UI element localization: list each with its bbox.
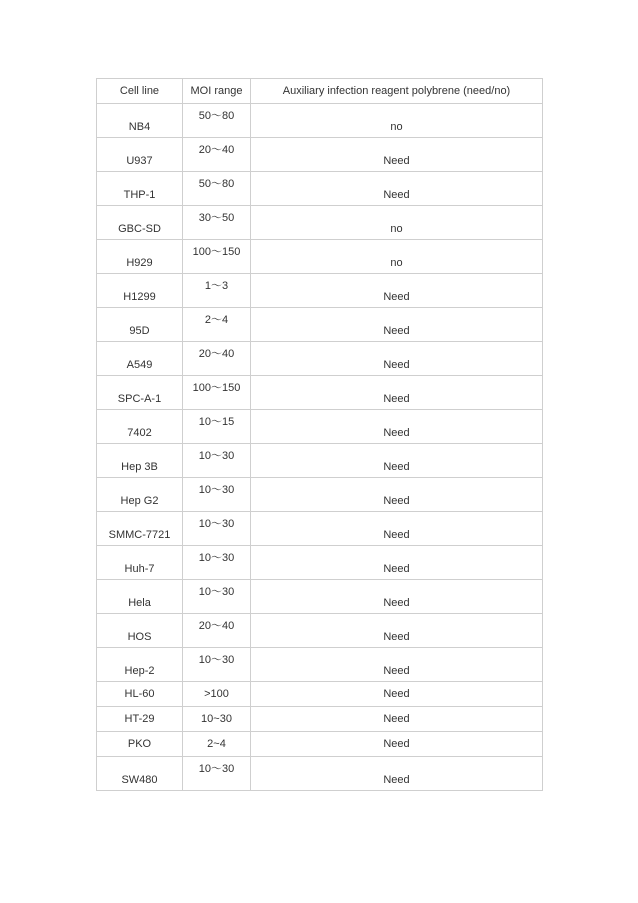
- reagent-cell: [251, 444, 543, 478]
- moi-cell: [183, 308, 251, 342]
- reagent-cell: [251, 757, 543, 791]
- reagent-cell: [251, 104, 543, 138]
- table-row: [97, 648, 543, 682]
- table-row: [97, 308, 543, 342]
- cell-line-cell: [97, 707, 183, 732]
- cell-line-value: THP-1: [123, 188, 156, 201]
- reagent-value: Need: [383, 392, 410, 405]
- reagent-cell: [251, 138, 543, 172]
- cell-line-cell: [97, 757, 183, 791]
- moi-cell: [183, 757, 251, 791]
- table-row: [97, 342, 543, 376]
- cell-line-value: PKO: [127, 738, 152, 750]
- cell-line-value: H929: [126, 256, 153, 269]
- cell-line-value: H1299: [123, 290, 156, 303]
- moi-cell: [183, 546, 251, 580]
- moi-cell: [183, 274, 251, 308]
- reagent-cell: [251, 240, 543, 274]
- moi-value: 20～40: [198, 347, 235, 360]
- moi-value: 10～30: [198, 483, 235, 496]
- moi-cell: [183, 732, 251, 757]
- cell-line-cell: [97, 444, 183, 478]
- cell-line-value: A549: [126, 358, 153, 371]
- reagent-value: Need: [383, 664, 410, 677]
- cell-line-value: Hela: [128, 596, 151, 609]
- table-row: [97, 707, 543, 732]
- header-cell-line: Cell line: [97, 79, 183, 104]
- reagent-cell: [251, 376, 543, 410]
- reagent-cell: [251, 546, 543, 580]
- reagent-value: no: [390, 120, 403, 133]
- cell-line-moi-table: [96, 78, 543, 791]
- reagent-value: Need: [383, 188, 410, 201]
- moi-cell: [183, 512, 251, 546]
- moi-value: 10～30: [198, 449, 235, 462]
- cell-line-value: SMMC-7721: [108, 528, 171, 541]
- table-row: [97, 138, 543, 172]
- table-row: [97, 274, 543, 308]
- reagent-cell: [251, 410, 543, 444]
- cell-line-cell: [97, 342, 183, 376]
- reagent-cell: [251, 172, 543, 206]
- moi-cell: [183, 342, 251, 376]
- moi-cell: [183, 580, 251, 614]
- reagent-value: Need: [383, 290, 410, 303]
- reagent-cell: [251, 707, 543, 732]
- table-row: [97, 546, 543, 580]
- reagent-cell: [251, 580, 543, 614]
- moi-cell: [183, 104, 251, 138]
- moi-value: 10～30: [198, 762, 235, 775]
- moi-value: 10～15: [198, 415, 235, 428]
- moi-value: 50～80: [198, 109, 235, 122]
- cell-line-cell: [97, 614, 183, 648]
- cell-line-value: Hep G2: [120, 494, 159, 507]
- table-body: [97, 104, 543, 791]
- reagent-value: Need: [383, 713, 410, 725]
- header-reagent: Auxiliary infection reagent polybrene (need/no): [251, 79, 543, 104]
- reagent-cell: [251, 648, 543, 682]
- reagent-value: Need: [383, 358, 410, 371]
- cell-line-cell: [97, 410, 183, 444]
- moi-cell: [183, 478, 251, 512]
- reagent-value: Need: [383, 630, 410, 643]
- cell-line-cell: [97, 512, 183, 546]
- reagent-value: Need: [383, 562, 410, 575]
- cell-line-value: SW480: [121, 773, 158, 786]
- reagent-cell: [251, 342, 543, 376]
- reagent-value: no: [390, 222, 403, 235]
- cell-line-value: 95D: [129, 324, 150, 337]
- table-row: [97, 410, 543, 444]
- cell-line-value: SPC-A-1: [117, 392, 162, 405]
- cell-line-value: NB4: [128, 120, 151, 133]
- cell-line-value: HT-29: [124, 713, 155, 725]
- cell-line-cell: [97, 308, 183, 342]
- reagent-cell: [251, 512, 543, 546]
- table-row: [97, 376, 543, 410]
- cell-line-cell: [97, 580, 183, 614]
- moi-cell: [183, 444, 251, 478]
- moi-value: 10～30: [198, 517, 235, 530]
- table-row: [97, 206, 543, 240]
- moi-value: 10～30: [198, 653, 235, 666]
- table-row: [97, 240, 543, 274]
- moi-value: 20～40: [198, 619, 235, 632]
- moi-value: 50～80: [198, 177, 235, 190]
- moi-value: 100～150: [192, 245, 241, 258]
- table-header: [97, 79, 543, 104]
- cell-line-cell: [97, 240, 183, 274]
- table-row: [97, 732, 543, 757]
- cell-line-cell: [97, 138, 183, 172]
- table-row: [97, 172, 543, 206]
- moi-cell: [183, 138, 251, 172]
- cell-line-value: GBC-SD: [118, 222, 161, 235]
- moi-value: 100～150: [192, 381, 241, 394]
- moi-cell: [183, 376, 251, 410]
- table-row: [97, 104, 543, 138]
- reagent-cell: [251, 308, 543, 342]
- reagent-value: Need: [383, 596, 410, 609]
- cell-line-value: U937: [126, 154, 153, 167]
- reagent-cell: [251, 478, 543, 512]
- table-row: [97, 580, 543, 614]
- cell-line-value: 7402: [127, 426, 152, 439]
- moi-value: >100: [204, 688, 229, 700]
- moi-cell: [183, 614, 251, 648]
- moi-cell: [183, 648, 251, 682]
- moi-cell: [183, 240, 251, 274]
- moi-value: 2~4: [207, 738, 226, 750]
- cell-line-cell: [97, 546, 183, 580]
- moi-value: 10~30: [201, 713, 232, 725]
- table-row: [97, 757, 543, 791]
- reagent-value: Need: [383, 426, 410, 439]
- cell-line-value: Huh-7: [124, 562, 155, 575]
- moi-value: 10～30: [198, 585, 235, 598]
- reagent-cell: [251, 274, 543, 308]
- table-row: [97, 614, 543, 648]
- header-row: [97, 79, 543, 104]
- cell-line-cell: [97, 732, 183, 757]
- cell-line-cell: [97, 682, 183, 707]
- table-row: [97, 682, 543, 707]
- cell-line-cell: [97, 376, 183, 410]
- moi-value: 10～30: [198, 551, 235, 564]
- reagent-value: Need: [383, 494, 410, 507]
- cell-line-value: Hep-2: [124, 664, 155, 677]
- cell-line-cell: [97, 104, 183, 138]
- reagent-value: Need: [383, 460, 410, 473]
- reagent-cell: [251, 614, 543, 648]
- reagent-value: no: [390, 256, 403, 269]
- reagent-cell: [251, 206, 543, 240]
- header-moi-range: MOI range: [183, 79, 251, 104]
- moi-cell: [183, 172, 251, 206]
- reagent-value: Need: [383, 773, 410, 786]
- cell-line-value: Hep 3B: [121, 460, 158, 473]
- cell-line-cell: [97, 206, 183, 240]
- moi-cell: [183, 707, 251, 732]
- table-row: [97, 478, 543, 512]
- moi-value: 20～40: [198, 143, 235, 156]
- moi-value: 30～50: [198, 211, 235, 224]
- moi-value: 2～4: [204, 313, 229, 326]
- cell-line-value: HOS: [127, 630, 152, 643]
- moi-value: 1～3: [204, 279, 229, 292]
- reagent-value: Need: [383, 688, 410, 700]
- table-row: [97, 444, 543, 478]
- cell-line-cell: [97, 172, 183, 206]
- reagent-cell: [251, 682, 543, 707]
- cell-line-cell: [97, 478, 183, 512]
- cell-line-cell: [97, 648, 183, 682]
- reagent-value: Need: [383, 324, 410, 337]
- moi-cell: [183, 682, 251, 707]
- reagent-value: Need: [383, 738, 410, 750]
- moi-cell: [183, 410, 251, 444]
- reagent-value: Need: [383, 154, 410, 167]
- moi-cell: [183, 206, 251, 240]
- table-row: [97, 512, 543, 546]
- cell-line-cell: [97, 274, 183, 308]
- cell-line-value: HL-60: [124, 688, 155, 700]
- reagent-value: Need: [383, 528, 410, 541]
- reagent-cell: [251, 732, 543, 757]
